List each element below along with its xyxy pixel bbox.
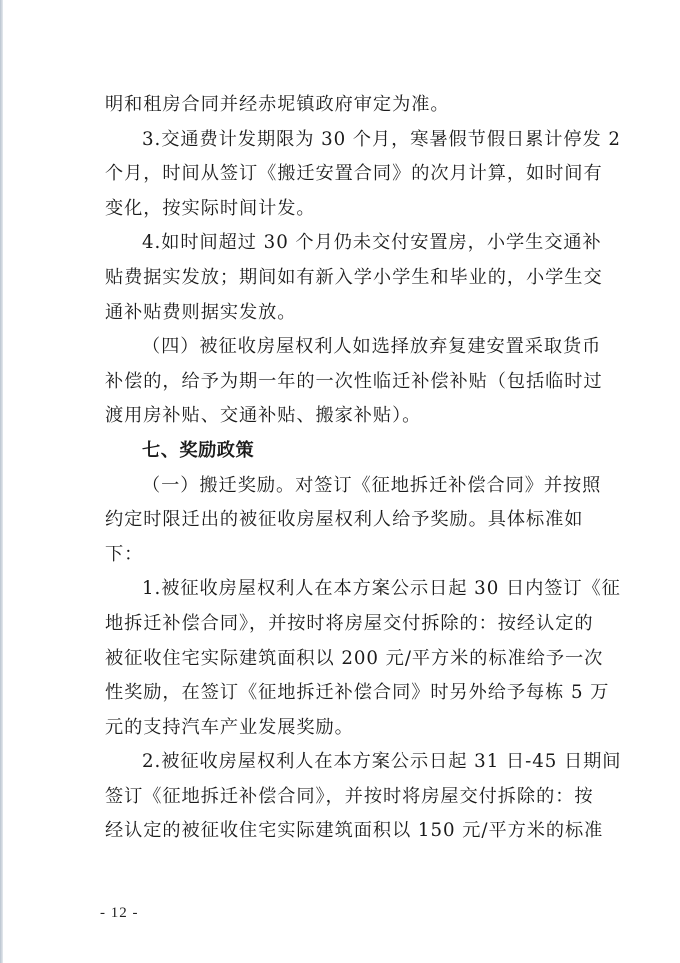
text-line: 通补贴费则据实发放。 bbox=[105, 301, 297, 323]
text-line: 经认定的被征收住宅实际建筑面积以 150 元/平方米的标准 bbox=[105, 820, 604, 842]
text-line: 个月，时间从签订《搬迁安置合同》的次月计算，如时间有 bbox=[105, 163, 603, 185]
section-heading: 七、奖励政策 bbox=[142, 439, 255, 461]
text-line: 渡用房补贴、交通补贴、搬家补贴）。 bbox=[105, 405, 422, 427]
text-line: 下： bbox=[105, 543, 144, 565]
page-edge bbox=[0, 0, 3, 963]
text-line: 补偿的，给予为期一年的一次性临迁补偿补贴（包括临时过 bbox=[105, 370, 603, 392]
text-line: 2.被征收房屋权利人在本方案公示日起 31 日-45 日期间 bbox=[142, 751, 622, 773]
text-line: 4.如时间超过 30 个月仍未交付安置房，小学生交通补 bbox=[142, 232, 602, 254]
text-line: 签订《征地拆迁补偿合同》，并按时将房屋交付拆除的：按 bbox=[105, 785, 594, 807]
text-line: 地拆迁补偿合同》，并按时将房屋交付拆除的：按经认定的 bbox=[105, 612, 594, 634]
text-line: 约定时限迁出的被征收房屋权利人给予奖励。具体标准如 bbox=[105, 509, 584, 531]
text-line: 性奖励，在签订《征地拆迁补偿合同》时另外给予每栋 5 万 bbox=[105, 682, 610, 704]
text-line: （四）被征收房屋权利人如选择放弃复建安置采取货币 bbox=[142, 336, 602, 358]
text-line: 被征收住宅实际建筑面积以 200 元/平方米的标准给予一次 bbox=[105, 647, 604, 669]
page-number: - 12 - bbox=[100, 905, 139, 921]
text-line: 贴费据实发放；期间如有新入学小学生和毕业的，小学生交 bbox=[105, 266, 603, 288]
text-line: 明和租房合同并经赤坭镇政府审定为准。 bbox=[105, 94, 450, 115]
text-line: 1.被征收房屋权利人在本方案公示日起 30 日内签订《征 bbox=[142, 578, 621, 600]
text-line: 变化，按实际时间计发。 bbox=[105, 197, 316, 219]
text-line: 3.交通费计发期限为 30 个月，寒暑假节假日累计停发 2 bbox=[142, 128, 621, 150]
text-line: （一）搬迁奖励。对签订《征地拆迁补偿合同》并按照 bbox=[142, 474, 602, 496]
document-body bbox=[105, 88, 622, 849]
text-line: 元的支持汽车产业发展奖励。 bbox=[105, 716, 354, 738]
